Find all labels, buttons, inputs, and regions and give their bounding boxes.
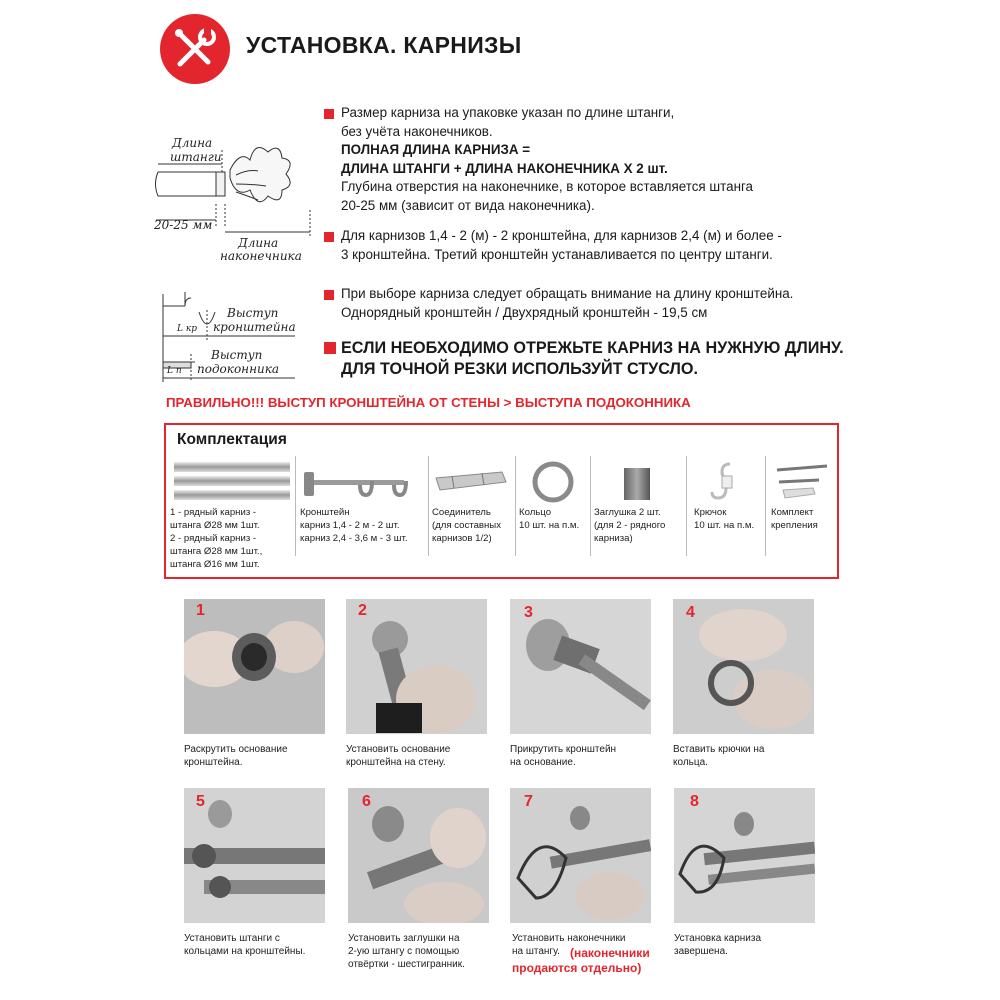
step-number: 7 <box>524 793 533 810</box>
kit-item-line: Комплект <box>771 507 814 518</box>
kit-item-line: 10 шт. на п.м. <box>694 520 755 531</box>
kit-item-line: Соединитель <box>432 507 491 518</box>
kit-item-line: карниз 2,4 - 3,6 м - 3 шт. <box>300 533 408 544</box>
finials-sold-separately-note-2: продаются отдельно) <box>512 961 642 975</box>
kit-item-line: штанга Ø28 мм 1шт., <box>170 546 263 557</box>
kit-title: Комплектация <box>177 431 287 448</box>
bracket-projection-label-1: Выступ <box>227 306 279 320</box>
step-number: 6 <box>362 793 371 810</box>
wrench-screwdriver-icon <box>160 14 230 84</box>
rod-length-diagram <box>150 130 315 265</box>
sill-projection-label-1: Выступ <box>211 348 263 362</box>
screws-icon <box>769 460 833 504</box>
kit-item-line: штанга Ø16 мм 1шт. <box>170 559 260 570</box>
bullet-marker <box>324 290 334 300</box>
end-cap-icon <box>594 460 674 504</box>
step-caption-3: Прикрутить кронштейн на основание. <box>510 744 617 768</box>
kit-item-line: 10 шт. на п.м. <box>519 520 580 531</box>
step-caption-5: Установить штанги с кольцами на кронштейны. <box>184 933 306 957</box>
bullet-bracket-length: При выборе карниза следует обращать внимание на длину кронштейна. Однорядный кронштейн / Двухрядный кронштейн - 19,5 см <box>341 286 794 320</box>
kit-divider <box>428 456 429 556</box>
bracket-projection-label-2: кронштейна <box>213 320 296 334</box>
kit-item-line: карниз 1,4 - 2 м - 2 шт. <box>300 520 400 531</box>
step-caption-2: Установить основание кронштейна на стену. <box>346 744 451 768</box>
kit-item-hook <box>690 456 762 572</box>
kit-item-bracket <box>300 456 425 572</box>
step-number: 5 <box>196 793 205 810</box>
rod-length-label-2: штанги <box>170 150 222 164</box>
rods-icon <box>174 460 294 504</box>
kit-item-rods <box>170 456 292 572</box>
rod-length-label-1: Длина <box>172 136 213 150</box>
kit-item-line: Заглушка 2 шт. <box>594 507 661 518</box>
step-photo-1 <box>184 599 325 734</box>
bracket-sill-diagram <box>155 290 300 385</box>
connector-icon <box>432 460 512 504</box>
kit-item-screws <box>769 456 835 572</box>
step-number: 1 <box>196 602 205 619</box>
sill-projection-label-2: подоконника <box>197 362 280 376</box>
kit-divider <box>515 456 516 556</box>
kit-item-line: 1 - рядный карниз - <box>170 507 257 518</box>
finial-length-label-1: Длина <box>238 236 279 250</box>
page-title: УСТАНОВКА. КАРНИЗЫ <box>246 32 522 58</box>
rods-rings-photo-icon <box>184 788 325 923</box>
bullet-marker <box>324 109 334 119</box>
step-caption-7: Установить наконечники на штангу. <box>512 933 626 957</box>
bullet-cornice-size: Размер карниза на упаковке указан по длине штанги, без учёта наконечников. ПОЛНАЯ ДЛИНА КАРНИЗА = ДЛИНА ШТАНГИ + ДЛИНА НАКОНЕЧНИКА Х 2 шт. Глубина отверстия на наконечнике, в которое вставляется штанга 20-25 мм (зависит от вида наконечника). <box>341 105 754 213</box>
step-caption-6: Установить заглушки на 2-ую штангу с помощью отвёртки - шестигранник. <box>348 933 465 970</box>
bullet-bracket-count: Для карнизов 1,4 - 2 (м) - 2 кронштейна, для карнизов 2,4 (м) и более - 3 кронштейна. Третий кронштейн устанавливается по центру штанги. <box>341 228 782 262</box>
step-number: 4 <box>686 604 695 621</box>
drill-wall-photo-icon <box>346 599 487 734</box>
step-number: 2 <box>358 602 367 619</box>
bracket-short-label: L кр <box>177 324 197 334</box>
step-photo-5 <box>184 788 325 923</box>
kit-item-connector <box>432 456 512 572</box>
step-photo-2 <box>346 599 487 734</box>
kit-item-line: Крючок <box>694 507 727 518</box>
kit-item-line: Кольцо <box>519 507 552 518</box>
depth-label: 20-25 мм <box>154 218 213 232</box>
kit-item-line: Кронштейн <box>300 507 350 518</box>
hook-icon <box>690 458 760 506</box>
step-number: 8 <box>690 793 699 810</box>
step-caption-1: Раскрутить основание кронштейна. <box>184 744 288 768</box>
kit-item-line: карнизов 1/2) <box>432 533 492 544</box>
kit-item-ring <box>519 456 589 572</box>
bullet-marker <box>324 232 334 242</box>
hands-bracket-photo-icon <box>184 599 325 734</box>
kit-item-line: 2 - рядный карниз - <box>170 533 257 544</box>
warning-text: ПРАВИЛЬНО!!! ВЫСТУП КРОНШТЕЙНА ОТ СТЕНЫ > ВЫСТУПА ПОДОКОННИКА <box>166 395 691 410</box>
sill-short-label: L п <box>167 366 182 376</box>
bullet-cut-to-length: ЕСЛИ НЕОБХОДИМО ОТРЕЖЬТЕ КАРНИЗ НА НУЖНУЮ ДЛИНУ. ДЛЯ ТОЧНОЙ РЕЗКИ ИСПОЛЬЗУЙТ СТУСЛО. <box>341 339 844 378</box>
kit-divider <box>686 456 687 556</box>
kit-item-line: карниза) <box>594 533 633 544</box>
logo <box>160 14 230 84</box>
kit-item-end-cap <box>594 456 684 572</box>
kit-item-line: штанга Ø28 мм 1шт. <box>170 520 260 531</box>
ring-icon <box>523 458 583 506</box>
bullet-marker <box>324 342 336 354</box>
step-caption-4: Вставить крючки на кольца. <box>673 744 765 768</box>
kit-item-line: (для составных <box>432 520 501 531</box>
finials-sold-separately-note: (наконечники <box>570 946 650 960</box>
kit-divider <box>765 456 766 556</box>
step-caption-8: Установка карниза завершена. <box>674 933 762 957</box>
step-number: 3 <box>524 604 533 621</box>
kit-divider <box>590 456 591 556</box>
finial-length-label-2: наконечника <box>220 249 302 263</box>
bracket-icon <box>300 460 420 504</box>
kit-divider <box>295 456 296 556</box>
kit-item-line: (для 2 - рядного <box>594 520 666 531</box>
kit-item-line: крепления <box>771 520 818 531</box>
